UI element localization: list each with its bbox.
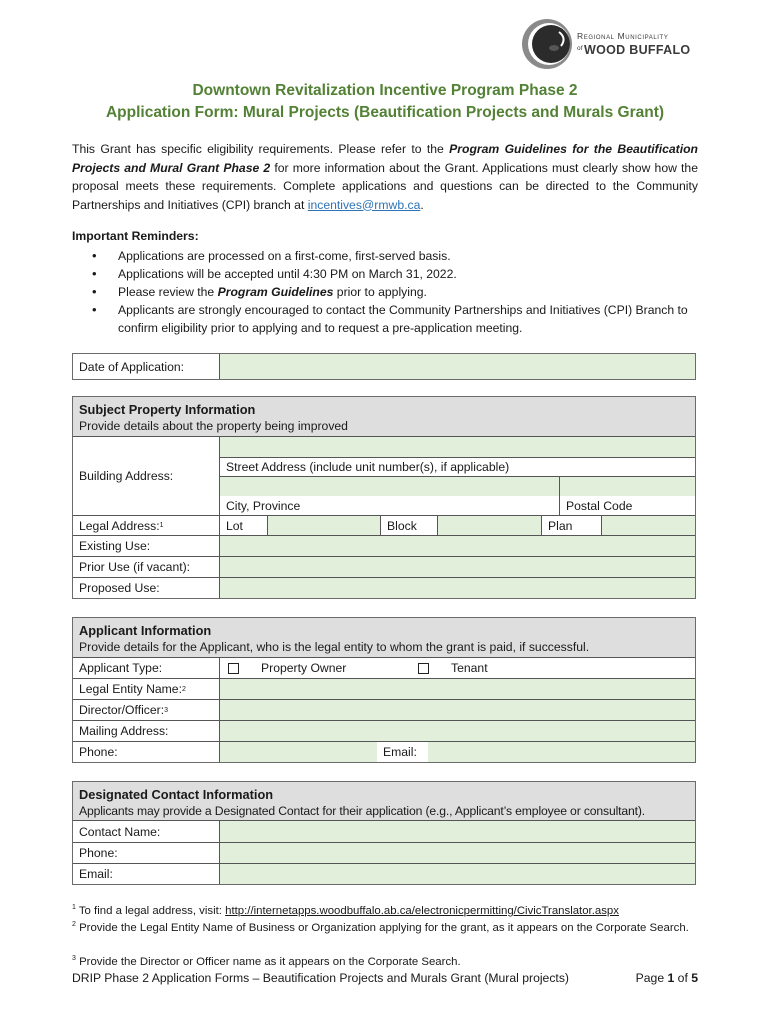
contact-phone-field[interactable] <box>220 843 695 863</box>
postal-code-caption: Postal Code <box>560 496 695 515</box>
block-field[interactable] <box>438 516 542 535</box>
street-address-caption: Street Address (include unit number(s), if applicable) <box>220 457 695 476</box>
applicant-email-field[interactable] <box>428 742 695 762</box>
section-subtitle: Provide details about the property being improved <box>79 419 348 433</box>
tenant-option: Tenant <box>451 661 488 675</box>
contact-email-label: Email: <box>73 864 220 884</box>
section-subtitle: Applicants may provide a Designated Contact for their application (e.g., Applicant’s employee or consultant). <box>79 804 646 818</box>
prior-use-field[interactable] <box>220 557 695 577</box>
block-label: Block <box>381 516 438 535</box>
logo-line1: Regional Municipality <box>577 31 669 41</box>
document-subtitle: Application Form: Mural Projects (Beautification Projects and Murals Grant) <box>105 104 665 121</box>
tenant-checkbox[interactable] <box>418 663 429 674</box>
reminder-item: • Applicants are strongly encouraged to contact the Community Partnerships and Initiatives (CPI) Branch to confirm eligibility prior to applying and to request a pre-application meeting. <box>92 301 702 337</box>
document-title: Downtown Revitalization Incentive Program Phase 2 <box>192 82 578 99</box>
contact-name-label: Contact Name: <box>73 821 220 842</box>
street-address-field[interactable] <box>220 437 695 457</box>
logo-line2: $^{of}$WOOD BUFFALO <box>577 42 691 57</box>
postal-code-field[interactable] <box>560 477 695 496</box>
section-title: Designated Contact Information <box>79 787 274 802</box>
date-label: Date of Application: <box>73 354 220 379</box>
plan-label: Plan <box>542 516 602 535</box>
property-owner-checkbox[interactable] <box>228 663 239 674</box>
lot-label: Lot <box>220 516 268 535</box>
director-officer-label: Director/Officer: 3 <box>73 700 220 720</box>
footnote-2: $^2$ Provide the Legal Entity Name of Business or Organization applying for the grant, as it appears on the Corporate Search. <box>72 921 689 934</box>
bison-logo-icon <box>521 18 573 70</box>
email-label: Email: <box>377 742 428 762</box>
section-title: Subject Property Information <box>79 402 256 417</box>
footnote-1: $^1$ To find a legal address, visit: http://internetapps.woodbuffalo.ab.ca/electronicpermitting/CivicTranslator.aspx <box>72 904 619 917</box>
contact-phone-label: Phone: <box>73 843 220 863</box>
legal-entity-label: Legal Entity Name: 2 <box>73 679 220 699</box>
section-title: Applicant Information <box>79 623 212 638</box>
plan-field[interactable] <box>602 516 695 535</box>
date-table <box>72 353 696 380</box>
footer-title: DRIP Phase 2 Application Forms – Beautification Projects and Murals Grant (Mural projects) <box>72 971 569 985</box>
guidelines-reference: Program Guidelines for the Beautification Projects and Mural Grant Phase 2 <box>72 142 698 175</box>
reminders-list <box>92 247 702 337</box>
reminder-item: • Please review the Program Guidelines prior to applying. <box>92 283 702 301</box>
applicant-phone-field[interactable] <box>220 742 377 762</box>
reminders-heading: Important Reminders: <box>72 229 199 243</box>
date-of-application-field[interactable] <box>220 354 695 379</box>
footnote-3: $^3$ Provide the Director or Officer name as it appears on the Corporate Search. <box>72 955 461 968</box>
contact-email-field[interactable] <box>220 864 695 884</box>
property-owner-option: Property Owner <box>261 661 347 675</box>
section-subtitle: Provide details for the Applicant, who is the legal entity to whom the grant is paid, if successful. <box>79 640 590 654</box>
applicant-type-label: Applicant Type: <box>73 658 220 678</box>
city-province-field[interactable] <box>220 477 560 496</box>
section-header <box>73 618 695 658</box>
proposed-use-label: Proposed Use: <box>73 578 220 598</box>
mailing-address-label: Mailing Address: <box>73 721 220 741</box>
email-link[interactable]: incentives@rmwb.ca <box>307 197 421 212</box>
director-officer-field[interactable] <box>220 700 695 720</box>
lot-field[interactable] <box>268 516 381 535</box>
prior-use-label: Prior Use (if vacant): <box>73 557 220 577</box>
existing-use-field[interactable] <box>220 536 695 556</box>
subject-property-table <box>72 396 696 599</box>
mailing-address-field[interactable] <box>220 721 695 741</box>
section-header <box>73 782 695 821</box>
rmwb-logo <box>521 16 701 72</box>
legal-entity-name-field[interactable] <box>220 679 695 699</box>
contact-name-field[interactable] <box>220 821 695 842</box>
designated-contact-table <box>72 781 696 885</box>
civic-translator-link[interactable]: http://internetapps.woodbuffalo.ab.ca/electronicpermitting/CivicTranslator.aspx <box>225 905 619 917</box>
reminder-item: • Applications are processed on a first-come, first-served basis. <box>92 247 702 265</box>
building-address-label: Building Address: <box>73 437 220 515</box>
applicant-table <box>72 617 696 763</box>
phone-label: Phone: <box>73 742 220 762</box>
legal-address-label: Legal Address: 1 <box>73 516 220 535</box>
intro-paragraph: This Grant has specific eligibility requirements. Please refer to the Program Guidelines for the Beautification Projects and Mural Grant Phase 2 for more information about the Grant. Applications must clearly show how the proposal meets these requirements. Complete applications and questions can be directed to the Community Partnerships and Initiatives (CPI) branch at incentives@rmwb.ca. <box>72 142 698 212</box>
page-number: Page 1 of 5 <box>635 971 698 985</box>
page-footer <box>72 971 698 985</box>
city-province-caption: City, Province <box>220 496 560 515</box>
reminder-item: • Applications will be accepted until 4:30 PM on March 31, 2022. <box>92 265 702 283</box>
existing-use-label: Existing Use: <box>73 536 220 556</box>
section-header <box>73 397 695 437</box>
proposed-use-field[interactable] <box>220 578 695 598</box>
